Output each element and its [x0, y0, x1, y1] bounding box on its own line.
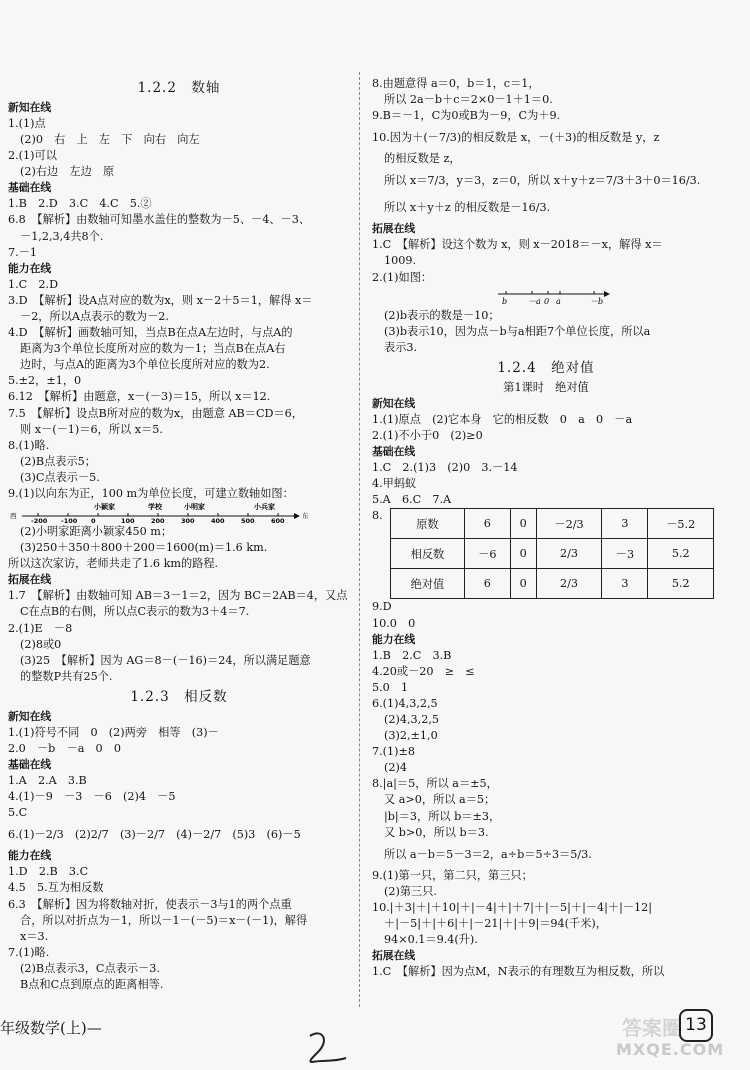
answer-line: 2.0 －b －a 0 0 — [8, 742, 121, 755]
answer-line: (3)25 【解析】因为 AG＝8－(－16)＝24，所以满足题意 — [20, 653, 311, 667]
section-title-1-2-2: 1.2.2 数轴 — [137, 80, 221, 96]
heading-new: 新知在线 — [8, 101, 52, 114]
answer-line: 2.(1)如图： — [372, 270, 433, 284]
answer-line: 6.(1)－2/3 (2)2/7 (3)－2/7 (4)－2/7 (5)3 (6)－5 — [8, 828, 301, 842]
section-title-1-2-4: 1.2.4 绝对值 — [497, 359, 595, 376]
nl2-label: 0 — [544, 296, 550, 306]
answer-line: 4.D 【解析】画数轴可知，当点B在点A左边时，与点A的 — [8, 326, 293, 340]
column-divider — [359, 72, 360, 1007]
answer-line: ＋|－5|＋|＋6|＋|－21|＋|＋9|＝94(千米)， — [384, 917, 607, 930]
table-row — [391, 509, 714, 539]
answer-line: (2)第三只. — [384, 884, 437, 898]
answer-line: 6.8 【解析】由数轴可知墨水盖住的整数为－5、－4、－3、 — [8, 213, 311, 227]
heading-extension: 拓展在线 — [372, 949, 416, 963]
table-cell: 0 — [510, 569, 536, 599]
heading-ability: 能力在线 — [8, 849, 52, 863]
heading-extension: 拓展在线 — [372, 222, 416, 236]
answer-line: 8.(1)略. — [8, 438, 50, 452]
nl-tick-label: 600 — [271, 517, 285, 525]
heading-basic: 基础在线 — [8, 181, 52, 195]
answer-line: 1.A 2.A 3.B — [8, 774, 87, 788]
answer-line: (2)右边 左边 原 — [20, 165, 115, 179]
answer-line: 2.(1)E －8 — [8, 621, 73, 635]
nl2-label: a — [556, 296, 561, 306]
answer-line: 10.因为＋(－7/3)的相反数是 x，－(＋3)的相反数是 y，z — [372, 131, 660, 145]
answer-line: 10.0 0 — [372, 616, 416, 630]
nl-tick-label: 100 — [121, 517, 135, 525]
nl-label-xiaoying: 小颖家 — [94, 503, 115, 512]
answer-line: 所以 2a－b＋c＝2×0－1＋1＝0. — [384, 93, 553, 107]
answer-line: 5.C — [8, 806, 28, 820]
answer-line: 4.(1)－9 －3 －6 (2)4 －5 — [8, 790, 176, 804]
number-line-svg-2 — [372, 286, 712, 308]
heading-basic: 基础在线 — [8, 758, 52, 772]
pen-scribble-icon — [300, 1028, 350, 1068]
answer-line: 合，所以对折点为－1，所以－1－(－5)＝x－(－1)，解得 — [20, 913, 308, 927]
answer-line: 又 b>0，所以 b＝3. — [384, 825, 489, 839]
nl-tick-label: 0 — [91, 517, 96, 525]
answer-line: (3)250＋350＋800＋200＝1600(m)＝1.6 km. — [20, 541, 268, 555]
nl-label-xiaoming: 小明家 — [184, 503, 205, 512]
answer-line: 1.B 2.D 3.C 4.C 5.② — [8, 197, 152, 211]
left-column — [8, 76, 350, 993]
answer-line: 距离为3个单位长度所对应的数为－1；当点B在点A右 — [20, 342, 286, 356]
heading-basic: 基础在线 — [372, 445, 416, 459]
lesson-subtitle: 第1课时 绝对值 — [503, 380, 589, 394]
heading-new: 新知在线 — [372, 396, 416, 410]
answer-line: 1.7 【解析】由数轴可知 AB＝3－1＝2，因为 BC＝2AB＝4，又点 — [8, 589, 348, 603]
answer-line: (2)4,3,2,5 — [384, 712, 439, 726]
answer-line: C在点B的右侧，所以点C表示的数为3＋4＝7. — [20, 605, 250, 619]
table-cell: 3 — [602, 569, 648, 599]
answer-line: 9.B＝－1，C为0或B为－9，C为＋9. — [372, 109, 561, 123]
nl-west-label: 西 — [10, 512, 17, 521]
answer-line: 9.D — [372, 600, 392, 614]
answer-line: 1.(1)点 — [8, 117, 46, 130]
answer-line: 4.甲蚂蚁 — [372, 477, 417, 491]
answer-line: (2)b表示的数是－10； — [384, 308, 500, 322]
answer-line: (2)小明家距离小颖家450 m； — [20, 525, 173, 539]
answer-line: 8.由题意得 a＝0，b＝1，c＝1， — [372, 77, 540, 90]
nl-tick-label: 300 — [181, 517, 195, 525]
table-row — [391, 539, 714, 569]
table-row-header: 相反数 — [391, 539, 465, 569]
nl2-label: b — [502, 296, 508, 306]
answer-line: －2，所以A点表示的数为－2. — [20, 309, 169, 323]
table-cell: 5.2 — [648, 569, 714, 599]
table-cell: 6 — [464, 509, 510, 539]
absolute-value-table — [390, 508, 714, 599]
watermark-text: MXQE.COM — [616, 1040, 725, 1059]
answer-line: 所以这次家访，老师共走了1.6 km的路程. — [8, 557, 219, 571]
answer-line: 又 a>0，所以 a＝5； — [384, 793, 496, 807]
answer-line: 1.B 2.C 3.B — [372, 648, 452, 662]
answer-line: 的整数P共有25个. — [20, 669, 113, 683]
answer-line: 5.A 6.C 7.A — [372, 493, 452, 507]
table-row-header: 绝对值 — [391, 569, 465, 599]
answer-line: x＝3. — [20, 929, 49, 943]
answer-line: 9.(1)第一只，第二只，第三只； — [372, 868, 533, 882]
footer-book-title: 年级数学(上)— — [0, 1019, 102, 1037]
right-column — [372, 76, 720, 980]
answer-line: 1.(1)原点 (2)它本身 它的相反数 0 a 0 －a — [372, 412, 633, 426]
answer-line: 则 x－(－1)＝6，所以 x＝5. — [20, 422, 163, 436]
answer-line: |b|＝3，所以 b＝±3， — [384, 809, 501, 823]
answer-line: 10.|＋3|＋|＋10|＋|－4|＋|＋7|＋|－5|＋|－4|＋|－12| — [372, 900, 653, 914]
answer-line: 所以 x＋y＋z 的相反数是－16/3. — [384, 201, 551, 215]
table-cell: 5.2 — [648, 539, 714, 569]
answer-line: 表示3. — [384, 340, 418, 354]
answer-line: 3.D 【解析】设A点对应的数为x，则 x－2＋5＝1，解得 x＝ — [8, 293, 313, 307]
answer-line: 1.C 2.(1)3 (2)0 3.－14 — [372, 461, 518, 475]
answer-line: 1.(1)符号不同 0 (2)两旁 相等 (3)－ — [8, 725, 219, 739]
answer-line: 1.C 【解析】因为点M，N表示的有理数互为相反数，所以 — [372, 965, 665, 979]
answer-line: 1.C 【解析】设这个数为 x，则 x－2018＝－x，解得 x＝ — [372, 238, 663, 252]
answer-line: 7.(1)±8 — [372, 745, 416, 759]
table-cell: 0 — [510, 539, 536, 569]
answer-line: 2.(1)可以 — [8, 149, 57, 163]
answer-line: 的相反数是 z， — [384, 152, 461, 166]
absolute-value-table-block — [372, 508, 720, 599]
answer-line: 5.0 1 — [372, 680, 409, 694]
answer-line: (3)C点表示－5. — [20, 470, 100, 484]
table-cell: －3 — [602, 539, 648, 569]
nl-tick-label: -200 — [31, 517, 48, 525]
answer-line: 1.D 2.B 3.C — [8, 865, 89, 879]
answer-line: 7.5 【解析】设点B所对应的数为x，由题意 AB＝CD＝6， — [8, 406, 303, 420]
answer-line: 7.(1)略. — [8, 945, 50, 959]
answer-line: 94×0.1＝9.4(升). — [384, 933, 478, 947]
answer-line: 所以 x＝7/3，y＝3，z＝0，所以 x＋y＋z＝7/3＋3＋0＝16/3. — [384, 174, 701, 188]
heading-extension: 拓展在线 — [8, 573, 52, 587]
answer-line: 所以 a－b＝5－3＝2，a÷b＝5÷3＝5/3. — [384, 847, 592, 861]
table-cell: 6 — [464, 569, 510, 599]
answer-line: 边时，与点A的距离为3个单位长度所对应的数为2. — [20, 358, 270, 372]
answer-line: 5.±2，±1，0 — [8, 374, 82, 388]
answer-line: (2)8或0 — [20, 637, 62, 651]
table-cell: －2/3 — [536, 509, 602, 539]
table-cell: 2/3 — [536, 539, 602, 569]
page-number: 13 — [679, 1009, 713, 1042]
number-line-svg — [8, 502, 308, 524]
answer-line: 4.20或－20 ≥ ≤ — [372, 664, 475, 678]
heading-new: 新知在线 — [8, 709, 52, 723]
nl-label-xiaobing: 小兵家 — [254, 503, 275, 512]
heading-ability: 能力在线 — [8, 261, 52, 275]
answer-line: 7.－1 — [8, 245, 37, 259]
nl-label-school: 学校 — [148, 503, 162, 512]
answer-line: (3)2,±1,0 — [384, 729, 438, 743]
nl2-label: －b — [590, 296, 604, 306]
nl-tick-label: -100 — [61, 517, 78, 525]
number-line-figure-2 — [372, 286, 720, 308]
nl-tick-label: 400 — [211, 517, 225, 525]
answer-line: (2)4 — [384, 761, 407, 775]
table-row-header: 原数 — [391, 509, 465, 539]
answer-line: (3)b表示10，因为点－b与a相距7个单位长度，所以a — [384, 324, 651, 338]
answer-line: 6.(1)4,3,2,5 — [372, 696, 438, 710]
answer-line: 9.(1)以向东为正，100 m为单位长度，可建立数轴如图： — [8, 486, 294, 500]
nl-tick-label: 200 — [151, 517, 165, 525]
answer-line: 6.12 【解析】由题意，x－(－3)＝15，所以 x＝12. — [8, 390, 271, 404]
nl-east-label: 东 — [302, 512, 308, 521]
table-cell: 2/3 — [536, 569, 602, 599]
watermark-logo-text: 答案圈 — [622, 1016, 682, 1040]
answer-line: －1,2,3,4共8个. — [20, 229, 104, 243]
heading-ability: 能力在线 — [372, 632, 416, 646]
table-cell: －6 — [464, 539, 510, 569]
answer-line: 6.3 【解析】因为将数轴对折，使表示－3与1的两个点重 — [8, 897, 292, 911]
answer-line: 4.5 5.互为相反数 — [8, 881, 104, 895]
answer-line: B点和C点到原点的距离相等. — [20, 978, 164, 992]
answer-line: (2)B点表示5； — [20, 454, 96, 468]
section-title-1-2-3: 1.2.3 相反数 — [130, 688, 228, 705]
number-line-figure — [8, 502, 350, 524]
table-row — [391, 569, 714, 599]
answer-line: 1.C 2.D — [8, 277, 59, 291]
table-cell: －5.2 — [648, 509, 714, 539]
table-cell: 0 — [510, 509, 536, 539]
answer-line: 1009. — [384, 254, 417, 268]
nl2-label: －a — [528, 296, 541, 306]
answer-line: 8.|a|＝5，所以 a＝±5， — [372, 777, 498, 791]
table-question-number: 8. — [372, 509, 383, 523]
answer-line: 2.(1)不小于0 (2)≥0 — [372, 429, 483, 443]
answer-line: (2)B点表示3，C点表示－3. — [20, 961, 160, 975]
answer-line: (2)0 右 上 左 下 向右 向左 — [20, 133, 200, 147]
nl-tick-label: 500 — [241, 517, 255, 525]
table-cell: 3 — [602, 509, 648, 539]
